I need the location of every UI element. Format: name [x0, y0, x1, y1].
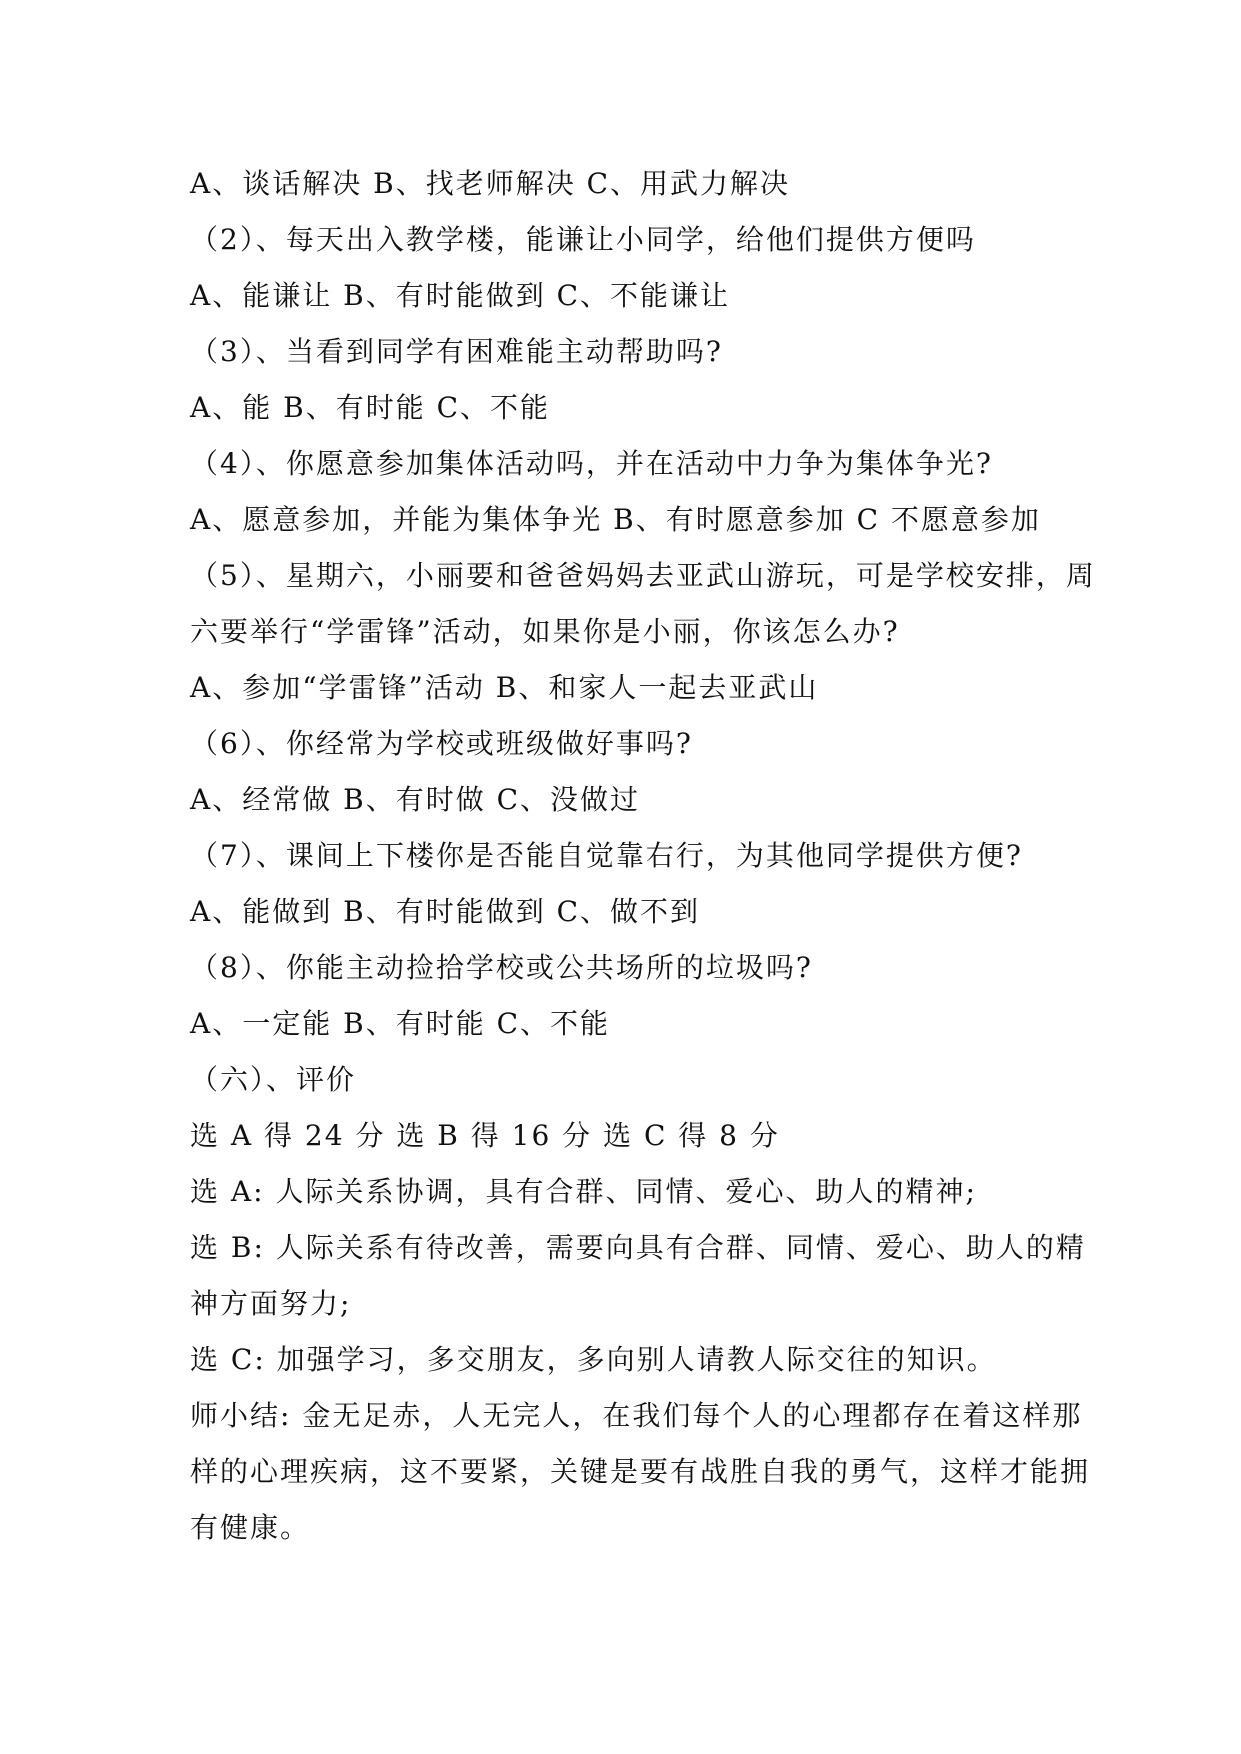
text-line: 有健康。 [190, 1511, 311, 1544]
text-line: A、愿意参加，并能为集体争光 B、有时愿意参加 C 不愿意参加 [190, 503, 1041, 536]
text-line: （8）、你能主动捡拾学校或公共场所的垃圾吗? [190, 951, 813, 984]
text-line: （六）、评价 [190, 1063, 357, 1096]
text-line: 选 C: 加强学习，多交朋友，多向别人请教人际交往的知识。 [190, 1343, 997, 1376]
text-line: 神方面努力; [190, 1287, 352, 1320]
text-line: A、参加“学雷锋”活动 B、和家人一起去亚武山 [190, 671, 819, 704]
text-line: A、能 B、有时能 C、不能 [190, 391, 551, 424]
text-line: A、能做到 B、有时能做到 C、做不到 [190, 895, 701, 928]
text-line: 六要举行“学雷锋”活动，如果你是小丽，你该怎么办? [190, 615, 900, 648]
text-line: 选 A 得 24 分 选 B 得 16 分 选 C 得 8 分 [190, 1119, 780, 1152]
text-line: A、能谦让 B、有时能做到 C、不能谦让 [190, 279, 731, 312]
text-line: 样的心理疾病，这不要紧，关键是要有战胜自我的勇气，这样才能拥 [190, 1455, 1091, 1488]
text-line: （5）、星期六，小丽要和爸爸妈妈去亚武山游玩，可是学校安排，周 [190, 559, 1096, 592]
text-line: A、经常做 B、有时做 C、没做过 [190, 783, 641, 816]
text-line: （3）、当看到同学有困难能主动帮助吗? [190, 335, 723, 368]
text-line: （2）、每天出入教学楼，能谦让小同学，给他们提供方便吗 [190, 223, 976, 256]
text-line: （6）、你经常为学校或班级做好事吗? [190, 727, 693, 760]
text-line: A、一定能 B、有时能 C、不能 [190, 1007, 611, 1040]
text-line: 师小结: 金无足赤，人无完人，在我们每个人的心理都存在着这样那 [190, 1399, 1083, 1432]
text-line: 选 A: 人际关系协调，具有合群、同情、爱心、助人的精神; [190, 1175, 977, 1208]
text-line: A、谈话解决 B、找老师解决 C、用武力解决 [190, 167, 791, 200]
text-line: （4）、你愿意参加集体活动吗，并在活动中力争为集体争光? [190, 447, 993, 480]
text-line: （7）、课间上下楼你是否能自觉靠右行，为其他同学提供方便? [190, 839, 1023, 872]
text-line: 选 B: 人际关系有待改善，需要向具有合群、同情、爱心、助人的精 [190, 1231, 1086, 1264]
